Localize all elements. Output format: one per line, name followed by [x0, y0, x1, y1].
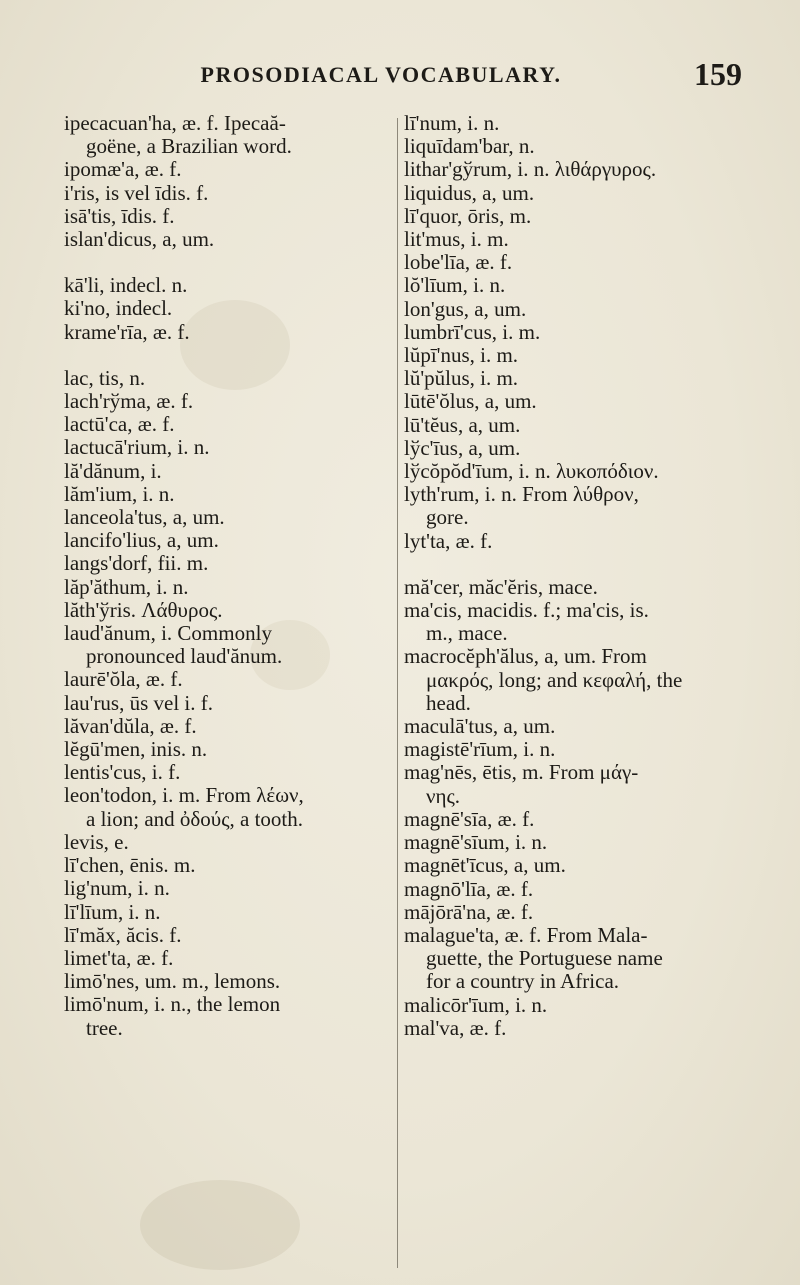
entry-continuation: tree.: [86, 1015, 123, 1040]
vocabulary-entry: islan'dicus, a, um.: [64, 227, 215, 252]
vocabulary-entry: lobe'līa, æ. f.: [404, 250, 513, 275]
vocabulary-entry: ipecacuan'ha, æ. f. Ipecaă-: [64, 111, 286, 135]
vocabulary-entry: lumbrī'cus, i. m.: [404, 319, 541, 344]
entry-continuation: νης.: [426, 783, 461, 808]
left-column: [64, 112, 389, 1040]
vocabulary-entry: lanceola'tus, a, um.: [64, 505, 225, 530]
vocabulary-entry: lăm'ium, i. n.: [64, 481, 175, 506]
entry-continuation: μακρός, long; and κεφαλή, the: [426, 667, 683, 692]
vocabulary-entry: lŭpī'nus, i. m.: [404, 343, 519, 368]
vocabulary-entry: ki'no, indecl.: [64, 296, 173, 321]
vocabulary-entry: lўcŏpŏd'īum, i. n. λυκοπόδιον.: [404, 459, 659, 484]
vocabulary-entry: lăvan'dŭla, æ. f.: [64, 713, 197, 738]
vocabulary-entry: isā'tis, īdis. f.: [64, 203, 175, 228]
vocabulary-entry: mag'nēs, ētis, m. From μάγ-: [404, 760, 639, 785]
vocabulary-entry: lac, tis, n.: [64, 365, 146, 390]
vocabulary-entry: lau'rus, ūs vel i. f.: [64, 690, 214, 715]
vocabulary-entry: kā'li, indecl. n.: [64, 273, 188, 298]
vocabulary-entry: lăth'ўris. Λάθυρος.: [64, 597, 223, 622]
entry-gap: [404, 553, 760, 576]
vocabulary-entry: laurē'ŏla, æ. f.: [64, 667, 183, 692]
vocabulary-entry: ma'cis, macidis. f.; ma'cis, is.: [404, 598, 649, 623]
vocabulary-entry: magnō'līa, æ. f.: [404, 876, 534, 901]
vocabulary-entry: lig'num, i. n.: [64, 876, 170, 901]
vocabulary-entry: lī'līum, i. n.: [64, 899, 161, 924]
paper-stain: [140, 1180, 300, 1270]
vocabulary-entry: liquidus, a, um.: [404, 180, 535, 205]
vocabulary-entry: lyt'ta, æ. f.: [404, 528, 493, 553]
vocabulary-entry: liquīdam'bar, n.: [404, 134, 535, 159]
vocabulary-entry: lactū'ca, æ. f.: [64, 412, 175, 437]
vocabulary-entry: magnēt'īcus, a, um.: [404, 853, 566, 878]
vocabulary-entry: lit'mus, i. m.: [404, 227, 509, 252]
vocabulary-entry: krame'rīa, æ. f.: [64, 319, 190, 344]
entry-gap: [64, 251, 389, 274]
entry-continuation: goëne, a Brazilian word.: [86, 134, 292, 159]
vocabulary-entry: lī'quor, ōris, m.: [404, 203, 532, 228]
vocabulary-entry: limet'ta, æ. f.: [64, 945, 174, 970]
entry-gap: [64, 344, 389, 367]
vocabulary-entry: magnē'sīa, æ. f.: [404, 806, 535, 831]
vocabulary-entry: lū'tĕus, a, um.: [404, 412, 521, 437]
vocabulary-entry: leon'todon, i. m. From λέων,: [64, 783, 304, 808]
page-number: 159: [694, 56, 742, 92]
vocabulary-entry: lŏ'līum, i. n.: [404, 273, 506, 298]
running-title: PROSODIACAL VOCABULARY.: [200, 62, 562, 87]
vocabulary-entry: lyth'rum, i. n. From λύθρον,: [404, 482, 639, 507]
vocabulary-entry: laud'ănum, i. Commonly: [64, 621, 272, 646]
vocabulary-entry: maculā'tus, a, um.: [404, 714, 556, 739]
vocabulary-entry: ipomæ'a, æ. f.: [64, 157, 182, 182]
entry-continuation: guette, the Portuguese name: [426, 946, 663, 971]
entry-continuation: a lion; and ὀδούς, a tooth.: [86, 806, 303, 831]
vocabulary-entry: limō'nes, um. m., lemons.: [64, 969, 281, 994]
vocabulary-entry: lentis'cus, i. f.: [64, 760, 181, 785]
vocabulary-entry: lī'măx, ăcis. f.: [64, 922, 182, 947]
vocabulary-entry: mă'cer, măc'ĕris, mace.: [404, 574, 598, 599]
vocabulary-entry: mājōrā'na, æ. f.: [404, 899, 534, 924]
vocabulary-entry: lach'rўma, æ. f.: [64, 389, 194, 414]
vocabulary-entry: lithar'gўrum, i. n. λιθάργυρος.: [404, 157, 657, 182]
entry-continuation: m., mace.: [426, 621, 508, 646]
entry-continuation: for a country in Africa.: [426, 969, 620, 994]
entry-continuation: pronounced laud'ănum.: [86, 644, 283, 669]
right-column: [404, 112, 760, 1040]
vocabulary-entry: lactucā'rium, i. n.: [64, 435, 210, 460]
vocabulary-entry: magnē'sīum, i. n.: [404, 830, 548, 855]
vocabulary-entry: mal'va, æ. f.: [404, 1015, 507, 1040]
vocabulary-entry: lūtē'ŏlus, a, um.: [404, 389, 537, 414]
vocabulary-entry: malicōr'īum, i. n.: [404, 992, 548, 1017]
vocabulary-entry: lon'gus, a, um.: [404, 296, 527, 321]
vocabulary-entry: limō'num, i. n., the lemon: [64, 992, 281, 1017]
vocabulary-entry: lī'num, i. n.: [404, 111, 500, 135]
column-divider: [397, 118, 398, 1268]
vocabulary-entry: lī'chen, ēnis. m.: [64, 853, 196, 878]
entry-continuation: head.: [426, 690, 471, 715]
vocabulary-entry: lancifo'lius, a, um.: [64, 528, 219, 553]
vocabulary-entry: lŭ'pŭlus, i. m.: [404, 366, 519, 391]
vocabulary-entry: magistē'rīum, i. n.: [404, 737, 556, 762]
vocabulary-entry: macrocĕph'ălus, a, um. From: [404, 644, 647, 669]
vocabulary-entry: i'ris, is vel īdis. f.: [64, 180, 209, 205]
vocabulary-entry: levis, e.: [64, 829, 129, 854]
vocabulary-entry: lă'dănum, i.: [64, 458, 162, 483]
vocabulary-entry: malague'ta, æ. f. From Mala-: [404, 922, 648, 947]
vocabulary-entry: lĕgū'men, inis. n.: [64, 737, 208, 762]
page-header: [80, 56, 742, 102]
vocabulary-entry: lўc'īus, a, um.: [404, 435, 521, 460]
vocabulary-entry: langs'dorf, fii. m.: [64, 551, 209, 576]
entry-continuation: gore.: [426, 505, 469, 530]
vocabulary-entry: lăp'ăthum, i. n.: [64, 574, 189, 599]
